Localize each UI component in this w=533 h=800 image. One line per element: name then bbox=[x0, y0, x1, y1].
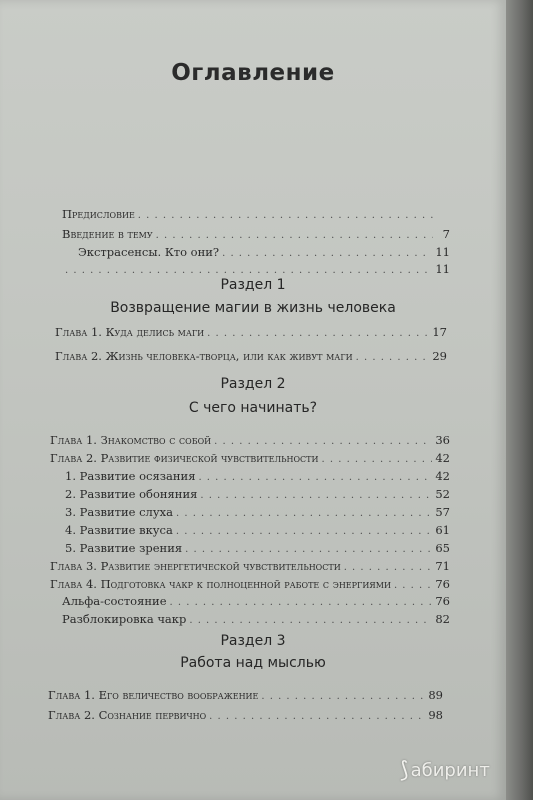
toc-entry-label: 1. Развитие осязания bbox=[65, 469, 196, 483]
leader-dots bbox=[189, 615, 432, 626]
toc-entry-page: 7 bbox=[442, 227, 450, 241]
leader-dots bbox=[261, 691, 425, 702]
toc-entry-page: 76 bbox=[435, 594, 450, 608]
toc-entry bbox=[48, 708, 443, 722]
toc-entry-page: 82 bbox=[435, 612, 450, 626]
toc-entry-label: Введение в тему bbox=[62, 227, 153, 241]
toc-entry-label: Глава 2. Развитие физической чувствительности bbox=[50, 451, 319, 465]
toc-entry-label: 3. Развитие слуха bbox=[65, 505, 173, 519]
toc-entry-page: 42 bbox=[435, 451, 450, 465]
toc-entry-page: 61 bbox=[435, 523, 450, 537]
toc-entry-label: Глава 1. Его величество воображение bbox=[48, 688, 259, 702]
toc-entry-page: 98 bbox=[428, 708, 443, 722]
toc-entry-label: Глава 2. Жизнь человека-творца, или как живут маги bbox=[55, 349, 353, 363]
leader-dots bbox=[207, 328, 429, 339]
leader-dots bbox=[322, 454, 433, 465]
toc-entry bbox=[50, 451, 450, 465]
toc-entry-page: 11 bbox=[435, 262, 450, 276]
toc-entry bbox=[50, 559, 450, 573]
watermark-logo bbox=[400, 758, 490, 783]
leader-dots bbox=[209, 711, 425, 722]
toc-entry bbox=[62, 612, 450, 626]
toc-entry bbox=[65, 505, 450, 519]
leader-dots bbox=[170, 597, 433, 608]
toc-entry-label: Разблокировка чакр bbox=[62, 612, 187, 626]
toc-entry bbox=[48, 688, 443, 702]
leader-dots bbox=[344, 562, 433, 573]
leader-dots bbox=[198, 472, 432, 483]
toc-entry-page: 71 bbox=[435, 559, 450, 573]
section-2-subtitle: С чего начинать? bbox=[188, 400, 318, 416]
toc-entry-label: Глава 4. Подготовка чакр к полноценной работе с энергиями bbox=[50, 577, 391, 591]
leader-dots bbox=[222, 248, 432, 259]
toc-entry-page: 65 bbox=[435, 541, 450, 555]
labirint-logo-icon: ⟆ bbox=[400, 758, 409, 783]
toc-entry-label: 2. Развитие обоняния bbox=[65, 487, 198, 501]
toc-entry bbox=[50, 433, 450, 447]
section-3-subtitle: Работа над мыслью bbox=[180, 655, 326, 671]
leader-dots bbox=[214, 436, 432, 447]
toc-entry-page: 36 bbox=[435, 433, 450, 447]
section-1-subtitle: Возвращение магии в жизнь человека bbox=[110, 300, 396, 316]
toc-entry-page: 11 bbox=[435, 245, 450, 259]
toc-entry-preface bbox=[62, 207, 450, 221]
toc-entry-label: Глава 3. Развитие энергетической чувствительности bbox=[50, 559, 341, 573]
leader-dots bbox=[176, 508, 432, 519]
toc-entry-label: Предисловие bbox=[62, 207, 135, 221]
toc-entry-label: Глава 1. Куда делись маги bbox=[55, 325, 205, 339]
toc-entry-intro bbox=[62, 227, 450, 241]
toc-entry-page: 29 bbox=[432, 349, 447, 363]
toc-entry bbox=[65, 487, 450, 501]
toc-entry-page: 52 bbox=[435, 487, 450, 501]
toc-entry-page: 42 bbox=[435, 469, 450, 483]
toc-entry-label: 5. Развитие зрения bbox=[65, 541, 183, 555]
page-title: Оглавление bbox=[171, 60, 335, 86]
toc-entry bbox=[55, 325, 447, 339]
toc-entry-psychics bbox=[78, 245, 450, 259]
toc-entry-continuation bbox=[62, 262, 450, 276]
watermark-text: абиринт bbox=[410, 760, 490, 781]
toc-entry-page: 17 bbox=[432, 325, 447, 339]
toc-entry-page: 76 bbox=[435, 577, 450, 591]
section-1-heading: Раздел 1 bbox=[220, 277, 286, 293]
toc-entry-label: 4. Развитие вкуса bbox=[65, 523, 173, 537]
toc-entry bbox=[65, 541, 450, 555]
toc-entry bbox=[50, 577, 450, 591]
leader-dots bbox=[65, 265, 432, 276]
leader-dots bbox=[200, 490, 432, 501]
toc-entry bbox=[55, 349, 447, 363]
leader-dots bbox=[176, 526, 433, 537]
toc-entry-label: Альфа-состояние bbox=[62, 594, 167, 608]
leader-dots bbox=[138, 210, 433, 221]
toc-entry bbox=[65, 523, 450, 537]
toc-entry bbox=[65, 469, 450, 483]
leader-dots bbox=[394, 580, 432, 591]
leader-dots bbox=[185, 544, 432, 555]
toc-entry-page: 57 bbox=[435, 505, 450, 519]
toc-entry-page: 89 bbox=[428, 688, 443, 702]
toc-entry bbox=[62, 594, 450, 608]
leader-dots bbox=[156, 230, 433, 241]
toc-entry-label: Глава 1. Знакомство с собой bbox=[50, 433, 212, 447]
toc-entry-label: Глава 2. Сознание первично bbox=[48, 708, 207, 722]
section-2-heading: Раздел 2 bbox=[220, 376, 286, 392]
book-spine-edge bbox=[506, 0, 533, 800]
section-3-heading: Раздел 3 bbox=[220, 633, 286, 649]
leader-dots bbox=[356, 352, 430, 363]
toc-entry-label: Экстрасенсы. Кто они? bbox=[78, 245, 220, 259]
